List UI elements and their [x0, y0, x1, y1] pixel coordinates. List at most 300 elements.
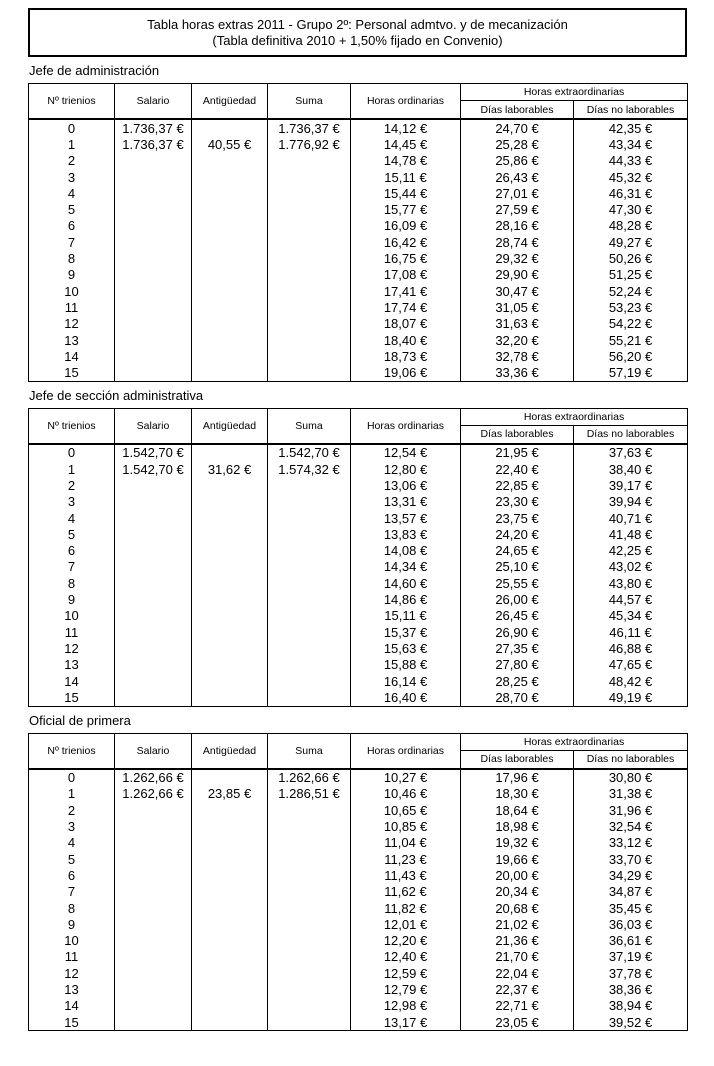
cell-horas-ordinarias: 12,40 € [351, 949, 461, 965]
table-row [29, 234, 688, 250]
cell-trienios: 10 [29, 283, 115, 299]
cell-horas-ordinarias: 14,45 € [351, 136, 461, 152]
cell-suma [268, 932, 351, 948]
cell-antiguedad [192, 818, 268, 834]
column-header-trienios: Nº trienios [29, 408, 115, 444]
cell-horas-ordinarias: 15,11 € [351, 608, 461, 624]
cell-trienios: 13 [29, 657, 115, 673]
column-header-antiguedad: Antigüedad [192, 733, 268, 769]
table-row [29, 591, 688, 607]
table-row [29, 136, 688, 152]
cell-trienios: 8 [29, 250, 115, 266]
cell-suma: 1.736,37 € [268, 119, 351, 136]
table-row [29, 494, 688, 510]
table-row [29, 932, 688, 948]
cell-antiguedad [192, 802, 268, 818]
cell-dias-no-laborables: 45,34 € [574, 608, 688, 624]
cell-dias-no-laborables: 30,80 € [574, 769, 688, 786]
cell-salario [115, 332, 192, 348]
cell-antiguedad [192, 559, 268, 575]
column-header-horas-ordinarias: Horas ordinarias [351, 408, 461, 444]
cell-dias-laborables: 20,34 € [461, 884, 574, 900]
cell-trienios: 1 [29, 136, 115, 152]
cell-salario [115, 998, 192, 1014]
cell-trienios: 1 [29, 786, 115, 802]
cell-trienios: 8 [29, 900, 115, 916]
cell-suma: 1.574,32 € [268, 461, 351, 477]
cell-trienios: 7 [29, 234, 115, 250]
cell-suma: 1.286,51 € [268, 786, 351, 802]
table-row [29, 364, 688, 381]
table-row [29, 153, 688, 169]
cell-suma [268, 477, 351, 493]
cell-trienios: 9 [29, 916, 115, 932]
table-row [29, 218, 688, 234]
cell-suma: 1.776,92 € [268, 136, 351, 152]
cell-suma [268, 494, 351, 510]
table-row [29, 949, 688, 965]
cell-antiguedad [192, 332, 268, 348]
cell-dias-no-laborables: 31,96 € [574, 802, 688, 818]
cell-salario [115, 153, 192, 169]
cell-horas-ordinarias: 12,80 € [351, 461, 461, 477]
cell-dias-laborables: 27,35 € [461, 640, 574, 656]
cell-trienios: 6 [29, 867, 115, 883]
table-row [29, 444, 688, 461]
cell-salario [115, 234, 192, 250]
column-header-horas-extraordinarias: Horas extraordinarias [461, 733, 688, 750]
cell-salario [115, 916, 192, 932]
cell-antiguedad [192, 267, 268, 283]
cell-dias-laborables: 32,20 € [461, 332, 574, 348]
cell-antiguedad [192, 916, 268, 932]
cell-horas-ordinarias: 16,42 € [351, 234, 461, 250]
cell-trienios: 0 [29, 444, 115, 461]
column-header-suma: Suma [268, 84, 351, 120]
document-subtitle: (Tabla definitiva 2010 + 1,50% fijado en Convenio) [212, 32, 503, 48]
cell-dias-no-laborables: 41,48 € [574, 526, 688, 542]
cell-salario [115, 867, 192, 883]
table-row [29, 884, 688, 900]
cell-dias-no-laborables: 32,54 € [574, 818, 688, 834]
table-row [29, 981, 688, 997]
cell-horas-ordinarias: 14,34 € [351, 559, 461, 575]
cell-dias-laborables: 28,25 € [461, 673, 574, 689]
cell-trienios: 0 [29, 769, 115, 786]
table-row [29, 267, 688, 283]
cell-trienios: 11 [29, 299, 115, 315]
table-row [29, 851, 688, 867]
cell-antiguedad [192, 218, 268, 234]
cell-dias-laborables: 31,63 € [461, 316, 574, 332]
cell-dias-no-laborables: 38,36 € [574, 981, 688, 997]
column-header-trienios: Nº trienios [29, 84, 115, 120]
cell-salario [115, 1014, 192, 1031]
column-header-horas-extraordinarias: Horas extraordinarias [461, 84, 688, 101]
cell-suma [268, 267, 351, 283]
table-row [29, 802, 688, 818]
cell-salario [115, 185, 192, 201]
cell-suma [268, 851, 351, 867]
cell-salario [115, 851, 192, 867]
table-row [29, 998, 688, 1014]
cell-horas-ordinarias: 13,83 € [351, 526, 461, 542]
cell-horas-ordinarias: 14,60 € [351, 575, 461, 591]
cell-trienios: 11 [29, 624, 115, 640]
cell-antiguedad [192, 998, 268, 1014]
document-title-box [28, 8, 687, 57]
cell-dias-laborables: 28,16 € [461, 218, 574, 234]
table-row [29, 867, 688, 883]
cell-salario [115, 949, 192, 965]
cell-horas-ordinarias: 14,12 € [351, 119, 461, 136]
cell-dias-no-laborables: 43,02 € [574, 559, 688, 575]
cell-horas-ordinarias: 15,77 € [351, 201, 461, 217]
cell-suma [268, 673, 351, 689]
cell-salario [115, 316, 192, 332]
cell-salario [115, 591, 192, 607]
cell-salario [115, 657, 192, 673]
cell-trienios: 13 [29, 332, 115, 348]
section-heading-oficial-primera: Oficial de primera [29, 712, 131, 728]
cell-dias-laborables: 25,10 € [461, 559, 574, 575]
cell-dias-no-laborables: 34,87 € [574, 884, 688, 900]
cell-dias-no-laborables: 37,19 € [574, 949, 688, 965]
table-row [29, 283, 688, 299]
cell-horas-ordinarias: 15,44 € [351, 185, 461, 201]
cell-antiguedad [192, 201, 268, 217]
cell-trienios: 9 [29, 591, 115, 607]
cell-trienios: 2 [29, 153, 115, 169]
table-row [29, 185, 688, 201]
cell-trienios: 14 [29, 673, 115, 689]
cell-antiguedad [192, 119, 268, 136]
cell-dias-no-laborables: 43,34 € [574, 136, 688, 152]
table-row [29, 965, 688, 981]
table-body [29, 119, 688, 381]
cell-horas-ordinarias: 16,09 € [351, 218, 461, 234]
cell-dias-laborables: 22,04 € [461, 965, 574, 981]
cell-horas-ordinarias: 11,23 € [351, 851, 461, 867]
table-row [29, 477, 688, 493]
cell-salario: 1.262,66 € [115, 786, 192, 802]
cell-suma [268, 657, 351, 673]
cell-antiguedad [192, 673, 268, 689]
table-row [29, 640, 688, 656]
cell-dias-no-laborables: 45,32 € [574, 169, 688, 185]
cell-suma [268, 900, 351, 916]
cell-suma [268, 575, 351, 591]
cell-trienios: 5 [29, 526, 115, 542]
cell-horas-ordinarias: 12,20 € [351, 932, 461, 948]
cell-dias-laborables: 20,68 € [461, 900, 574, 916]
cell-antiguedad [192, 348, 268, 364]
table-row [29, 348, 688, 364]
cell-dias-no-laborables: 33,70 € [574, 851, 688, 867]
cell-suma [268, 201, 351, 217]
cell-trienios: 12 [29, 965, 115, 981]
cell-antiguedad: 31,62 € [192, 461, 268, 477]
cell-dias-laborables: 19,32 € [461, 835, 574, 851]
cell-dias-no-laborables: 47,30 € [574, 201, 688, 217]
cell-trienios: 4 [29, 510, 115, 526]
cell-dias-no-laborables: 39,94 € [574, 494, 688, 510]
cell-dias-laborables: 21,02 € [461, 916, 574, 932]
table-row [29, 510, 688, 526]
cell-suma [268, 998, 351, 1014]
column-header-dias-laborables: Días laborables [461, 750, 574, 769]
cell-horas-ordinarias: 15,11 € [351, 169, 461, 185]
cell-trienios: 12 [29, 316, 115, 332]
cell-suma [268, 299, 351, 315]
cell-suma [268, 559, 351, 575]
cell-suma [268, 818, 351, 834]
column-header-horas-extraordinarias: Horas extraordinarias [461, 408, 688, 425]
cell-antiguedad [192, 851, 268, 867]
cell-trienios: 10 [29, 932, 115, 948]
cell-dias-laborables: 25,86 € [461, 153, 574, 169]
table-body [29, 769, 688, 1031]
cell-horas-ordinarias: 15,88 € [351, 657, 461, 673]
cell-salario: 1.262,66 € [115, 769, 192, 786]
cell-horas-ordinarias: 10,85 € [351, 818, 461, 834]
cell-suma: 1.262,66 € [268, 769, 351, 786]
salary-table-jefe-seccion [28, 408, 688, 707]
cell-antiguedad: 40,55 € [192, 136, 268, 152]
table-row [29, 119, 688, 136]
cell-horas-ordinarias: 10,65 € [351, 802, 461, 818]
cell-horas-ordinarias: 16,14 € [351, 673, 461, 689]
table-row [29, 316, 688, 332]
cell-dias-no-laborables: 55,21 € [574, 332, 688, 348]
cell-horas-ordinarias: 16,40 € [351, 689, 461, 706]
cell-dias-laborables: 26,00 € [461, 591, 574, 607]
cell-salario [115, 543, 192, 559]
cell-suma [268, 916, 351, 932]
table-row [29, 543, 688, 559]
cell-dias-no-laborables: 46,31 € [574, 185, 688, 201]
cell-suma [268, 234, 351, 250]
cell-antiguedad [192, 900, 268, 916]
cell-salario [115, 169, 192, 185]
cell-salario [115, 250, 192, 266]
cell-antiguedad [192, 153, 268, 169]
cell-dias-laborables: 27,01 € [461, 185, 574, 201]
cell-dias-laborables: 27,59 € [461, 201, 574, 217]
column-header-salario: Salario [115, 733, 192, 769]
cell-trienios: 13 [29, 981, 115, 997]
cell-dias-laborables: 22,71 € [461, 998, 574, 1014]
cell-dias-no-laborables: 57,19 € [574, 364, 688, 381]
cell-antiguedad [192, 444, 268, 461]
table-row [29, 461, 688, 477]
table-row [29, 526, 688, 542]
cell-horas-ordinarias: 12,01 € [351, 916, 461, 932]
cell-salario [115, 900, 192, 916]
cell-dias-no-laborables: 46,11 € [574, 624, 688, 640]
cell-salario [115, 640, 192, 656]
cell-antiguedad [192, 299, 268, 315]
cell-dias-laborables: 32,78 € [461, 348, 574, 364]
cell-antiguedad [192, 169, 268, 185]
cell-dias-no-laborables: 42,25 € [574, 543, 688, 559]
cell-antiguedad [192, 575, 268, 591]
table-row [29, 608, 688, 624]
cell-dias-no-laborables: 36,61 € [574, 932, 688, 948]
cell-dias-no-laborables: 39,17 € [574, 477, 688, 493]
cell-salario [115, 510, 192, 526]
cell-antiguedad [192, 867, 268, 883]
cell-trienios: 3 [29, 494, 115, 510]
table-body [29, 444, 688, 706]
cell-antiguedad [192, 494, 268, 510]
column-header-dias-no-laborables: Días no laborables [574, 750, 688, 769]
table-row [29, 624, 688, 640]
cell-dias-laborables: 20,00 € [461, 867, 574, 883]
cell-suma [268, 348, 351, 364]
cell-horas-ordinarias: 18,40 € [351, 332, 461, 348]
cell-dias-no-laborables: 43,80 € [574, 575, 688, 591]
cell-antiguedad [192, 364, 268, 381]
cell-salario [115, 624, 192, 640]
cell-horas-ordinarias: 13,17 € [351, 1014, 461, 1031]
table-row [29, 818, 688, 834]
cell-salario [115, 981, 192, 997]
cell-suma [268, 364, 351, 381]
cell-dias-laborables: 26,45 € [461, 608, 574, 624]
cell-antiguedad [192, 884, 268, 900]
cell-suma [268, 965, 351, 981]
cell-salario [115, 608, 192, 624]
table-row [29, 786, 688, 802]
cell-antiguedad [192, 526, 268, 542]
cell-horas-ordinarias: 11,82 € [351, 900, 461, 916]
cell-dias-no-laborables: 47,65 € [574, 657, 688, 673]
column-header-trienios: Nº trienios [29, 733, 115, 769]
cell-horas-ordinarias: 15,63 € [351, 640, 461, 656]
salary-table-oficial-primera [28, 733, 688, 1032]
cell-trienios: 0 [29, 119, 115, 136]
cell-antiguedad [192, 657, 268, 673]
cell-dias-no-laborables: 31,38 € [574, 786, 688, 802]
cell-trienios: 1 [29, 461, 115, 477]
cell-dias-laborables: 26,90 € [461, 624, 574, 640]
cell-dias-no-laborables: 38,94 € [574, 998, 688, 1014]
cell-dias-laborables: 30,47 € [461, 283, 574, 299]
cell-dias-laborables: 19,66 € [461, 851, 574, 867]
cell-trienios: 8 [29, 575, 115, 591]
cell-suma: 1.542,70 € [268, 444, 351, 461]
cell-suma [268, 283, 351, 299]
cell-dias-no-laborables: 42,35 € [574, 119, 688, 136]
cell-dias-no-laborables: 44,57 € [574, 591, 688, 607]
cell-dias-laborables: 29,32 € [461, 250, 574, 266]
table-row [29, 1014, 688, 1031]
cell-horas-ordinarias: 13,06 € [351, 477, 461, 493]
cell-trienios: 2 [29, 802, 115, 818]
cell-dias-laborables: 24,65 € [461, 543, 574, 559]
table-row [29, 673, 688, 689]
cell-salario [115, 364, 192, 381]
cell-dias-no-laborables: 49,27 € [574, 234, 688, 250]
cell-antiguedad [192, 316, 268, 332]
cell-horas-ordinarias: 13,31 € [351, 494, 461, 510]
cell-dias-no-laborables: 38,40 € [574, 461, 688, 477]
cell-horas-ordinarias: 16,75 € [351, 250, 461, 266]
cell-antiguedad [192, 477, 268, 493]
cell-antiguedad [192, 769, 268, 786]
column-header-suma: Suma [268, 733, 351, 769]
cell-suma [268, 543, 351, 559]
cell-horas-ordinarias: 13,57 € [351, 510, 461, 526]
cell-dias-no-laborables: 52,24 € [574, 283, 688, 299]
section-heading-jefe-administracion: Jefe de administración [29, 63, 160, 78]
cell-suma [268, 510, 351, 526]
cell-antiguedad [192, 981, 268, 997]
cell-trienios: 15 [29, 689, 115, 706]
cell-horas-ordinarias: 12,59 € [351, 965, 461, 981]
cell-horas-ordinarias: 19,06 € [351, 364, 461, 381]
cell-dias-no-laborables: 33,12 € [574, 835, 688, 851]
column-header-salario: Salario [115, 84, 192, 120]
column-header-horas-ordinarias: Horas ordinarias [351, 84, 461, 120]
cell-trienios: 10 [29, 608, 115, 624]
cell-suma [268, 153, 351, 169]
cell-horas-ordinarias: 14,86 € [351, 591, 461, 607]
cell-salario: 1.736,37 € [115, 119, 192, 136]
cell-dias-no-laborables: 40,71 € [574, 510, 688, 526]
cell-antiguedad [192, 932, 268, 948]
cell-dias-no-laborables: 44,33 € [574, 153, 688, 169]
cell-salario [115, 818, 192, 834]
cell-dias-laborables: 28,70 € [461, 689, 574, 706]
cell-horas-ordinarias: 14,78 € [351, 153, 461, 169]
cell-suma [268, 835, 351, 851]
cell-suma [268, 981, 351, 997]
cell-suma [268, 250, 351, 266]
cell-trienios: 7 [29, 884, 115, 900]
cell-salario [115, 299, 192, 315]
cell-antiguedad [192, 1014, 268, 1031]
cell-dias-no-laborables: 51,25 € [574, 267, 688, 283]
cell-horas-ordinarias: 12,54 € [351, 444, 461, 461]
document-title: Tabla horas extras 2011 - Grupo 2º: Personal admtvo. y de mecanización [147, 16, 568, 32]
cell-salario [115, 477, 192, 493]
cell-dias-no-laborables: 46,88 € [574, 640, 688, 656]
cell-salario [115, 494, 192, 510]
cell-suma [268, 1014, 351, 1031]
cell-horas-ordinarias: 11,43 € [351, 867, 461, 883]
column-header-antiguedad: Antigüedad [192, 408, 268, 444]
cell-antiguedad [192, 234, 268, 250]
cell-salario [115, 526, 192, 542]
cell-dias-laborables: 23,75 € [461, 510, 574, 526]
cell-suma [268, 608, 351, 624]
cell-suma [268, 640, 351, 656]
cell-antiguedad [192, 608, 268, 624]
column-header-dias-laborables: Días laborables [461, 101, 574, 120]
cell-antiguedad: 23,85 € [192, 786, 268, 802]
cell-suma [268, 624, 351, 640]
cell-trienios: 15 [29, 364, 115, 381]
cell-suma [268, 218, 351, 234]
cell-trienios: 5 [29, 851, 115, 867]
cell-horas-ordinarias: 11,04 € [351, 835, 461, 851]
cell-trienios: 15 [29, 1014, 115, 1031]
table-row [29, 835, 688, 851]
cell-horas-ordinarias: 18,07 € [351, 316, 461, 332]
section-heading-jefe-seccion: Jefe de sección administrativa [29, 387, 204, 403]
